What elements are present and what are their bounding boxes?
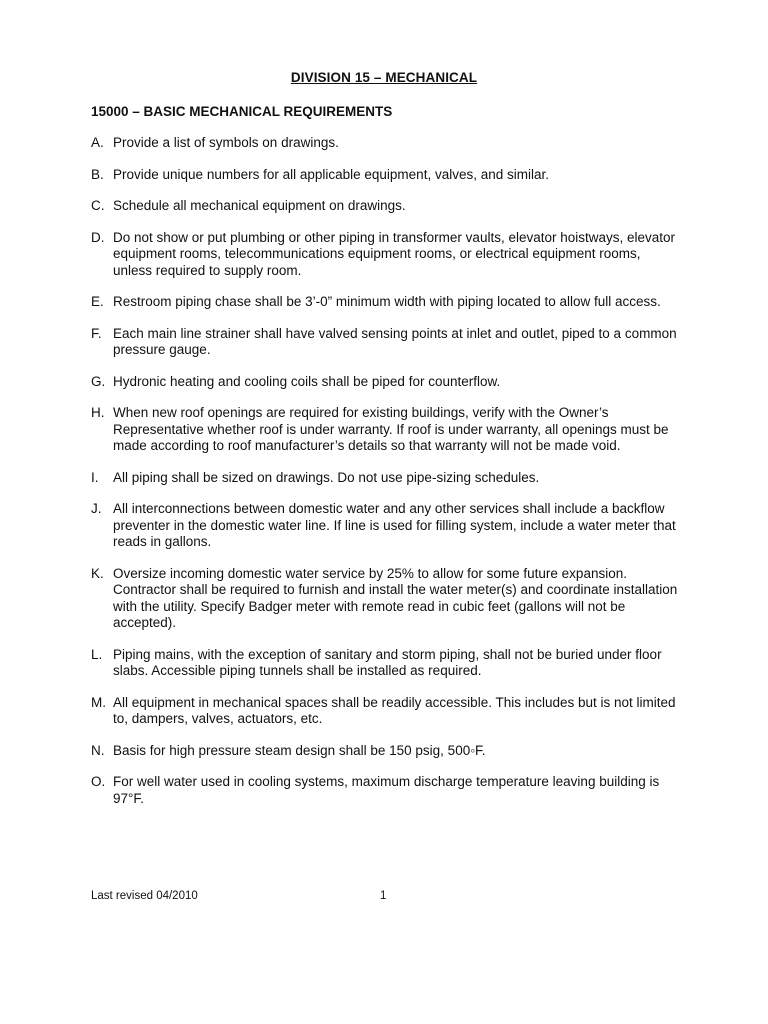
requirement-item: [91, 774, 681, 807]
requirement-item: [91, 743, 681, 760]
requirement-letter: D.: [91, 229, 105, 245]
requirement-text: When new roof openings are required for existing buildings, verify with the Owner’s Representative whether roof is under warranty. If roof is under warranty, all openings must be made according to roof manufacturer’s details so that warranty will not be made void.: [113, 405, 669, 453]
requirement-letter: A.: [91, 135, 104, 150]
requirement-letter: J.: [91, 501, 102, 516]
requirement-item: [91, 326, 681, 359]
requirement-item: [91, 135, 681, 152]
footer-revised-date: Last revised 04/2010: [91, 890, 198, 902]
requirement-letter: F.: [91, 325, 102, 341]
division-title: DIVISION 15 – MECHANICAL: [290, 70, 478, 85]
requirement-item: [91, 198, 681, 215]
requirement-text: Do not show or put plumbing or other piping in transformer vaults, elevator hoistways, elevator equipment rooms, telecommunications equipment rooms, or electrical equipment rooms, unless required to supply room.: [113, 229, 676, 278]
requirement-letter: E.: [91, 294, 104, 309]
requirement-item: [91, 695, 681, 728]
footer-page-number: 1: [380, 890, 387, 902]
requirement-item: [91, 470, 681, 487]
requirement-letter: K.: [91, 565, 104, 581]
requirement-text: Restroom piping chase shall be 3’-0” minimum width with piping located to allow full access.: [113, 294, 661, 309]
requirement-letter: C.: [91, 198, 105, 213]
requirement-text: Schedule all mechanical equipment on drawings.: [113, 198, 406, 213]
requirement-text: All interconnections between domestic water and any other services shall include a backflow preventer in the domestic water line. If line is used for filling system, include a water meter that reads in gallons.: [113, 501, 676, 549]
requirement-text: Hydronic heating and cooling coils shall be piped for counterflow.: [113, 373, 501, 389]
requirement-letter: L.: [91, 646, 103, 662]
requirement-letter: B.: [91, 166, 104, 182]
requirement-item: [91, 501, 681, 551]
requirement-letter: G.: [91, 373, 106, 389]
requirement-letter: O.: [91, 774, 106, 789]
requirement-text: Piping mains, with the exception of sanitary and storm piping, shall not be buried under floor slabs. Accessible piping tunnels shall be installed as required.: [113, 646, 662, 678]
requirement-item: [91, 167, 681, 184]
requirement-letter: H.: [91, 405, 105, 420]
section-title: 15000 – BASIC MECHANICAL REQUIREMENTS: [91, 104, 393, 119]
requirement-text: All equipment in mechanical spaces shall be readily accessible. This includes but is not limited to, dampers, valves, actuators, etc.: [113, 694, 676, 726]
requirement-item: [91, 566, 681, 632]
requirement-item: [91, 294, 681, 311]
requirement-letter: N.: [91, 742, 105, 758]
requirement-letter: I.: [91, 469, 99, 485]
requirement-text: Basis for high pressure steam design shall be 150 psig, 500◦F.: [113, 742, 486, 758]
requirement-item: [91, 230, 681, 280]
requirement-letter: M.: [91, 694, 106, 710]
requirement-item: [91, 405, 681, 455]
requirement-text: All piping shall be sized on drawings. Do not use pipe-sizing schedules.: [113, 469, 540, 485]
requirement-text: Oversize incoming domestic water service by 25% to allow for some future expansion. Contractor shall be required to furnish and install the water meter(s) and coordinate installation with the utility. Specify Badger meter with remote read in cubic feet (gallons will not be accepted).: [113, 565, 678, 630]
requirement-item: [91, 647, 681, 680]
requirement-text: For well water used in cooling systems, maximum discharge temperature leaving building is 97°F.: [113, 774, 660, 806]
requirement-text: Provide unique numbers for all applicable equipment, valves, and similar.: [113, 166, 549, 182]
requirement-item: [91, 374, 681, 391]
requirement-text: Provide a list of symbols on drawings.: [113, 135, 339, 150]
requirement-text: Each main line strainer shall have valved sensing points at inlet and outlet, piped to a common pressure gauge.: [113, 325, 677, 357]
requirements-list: [91, 135, 681, 822]
